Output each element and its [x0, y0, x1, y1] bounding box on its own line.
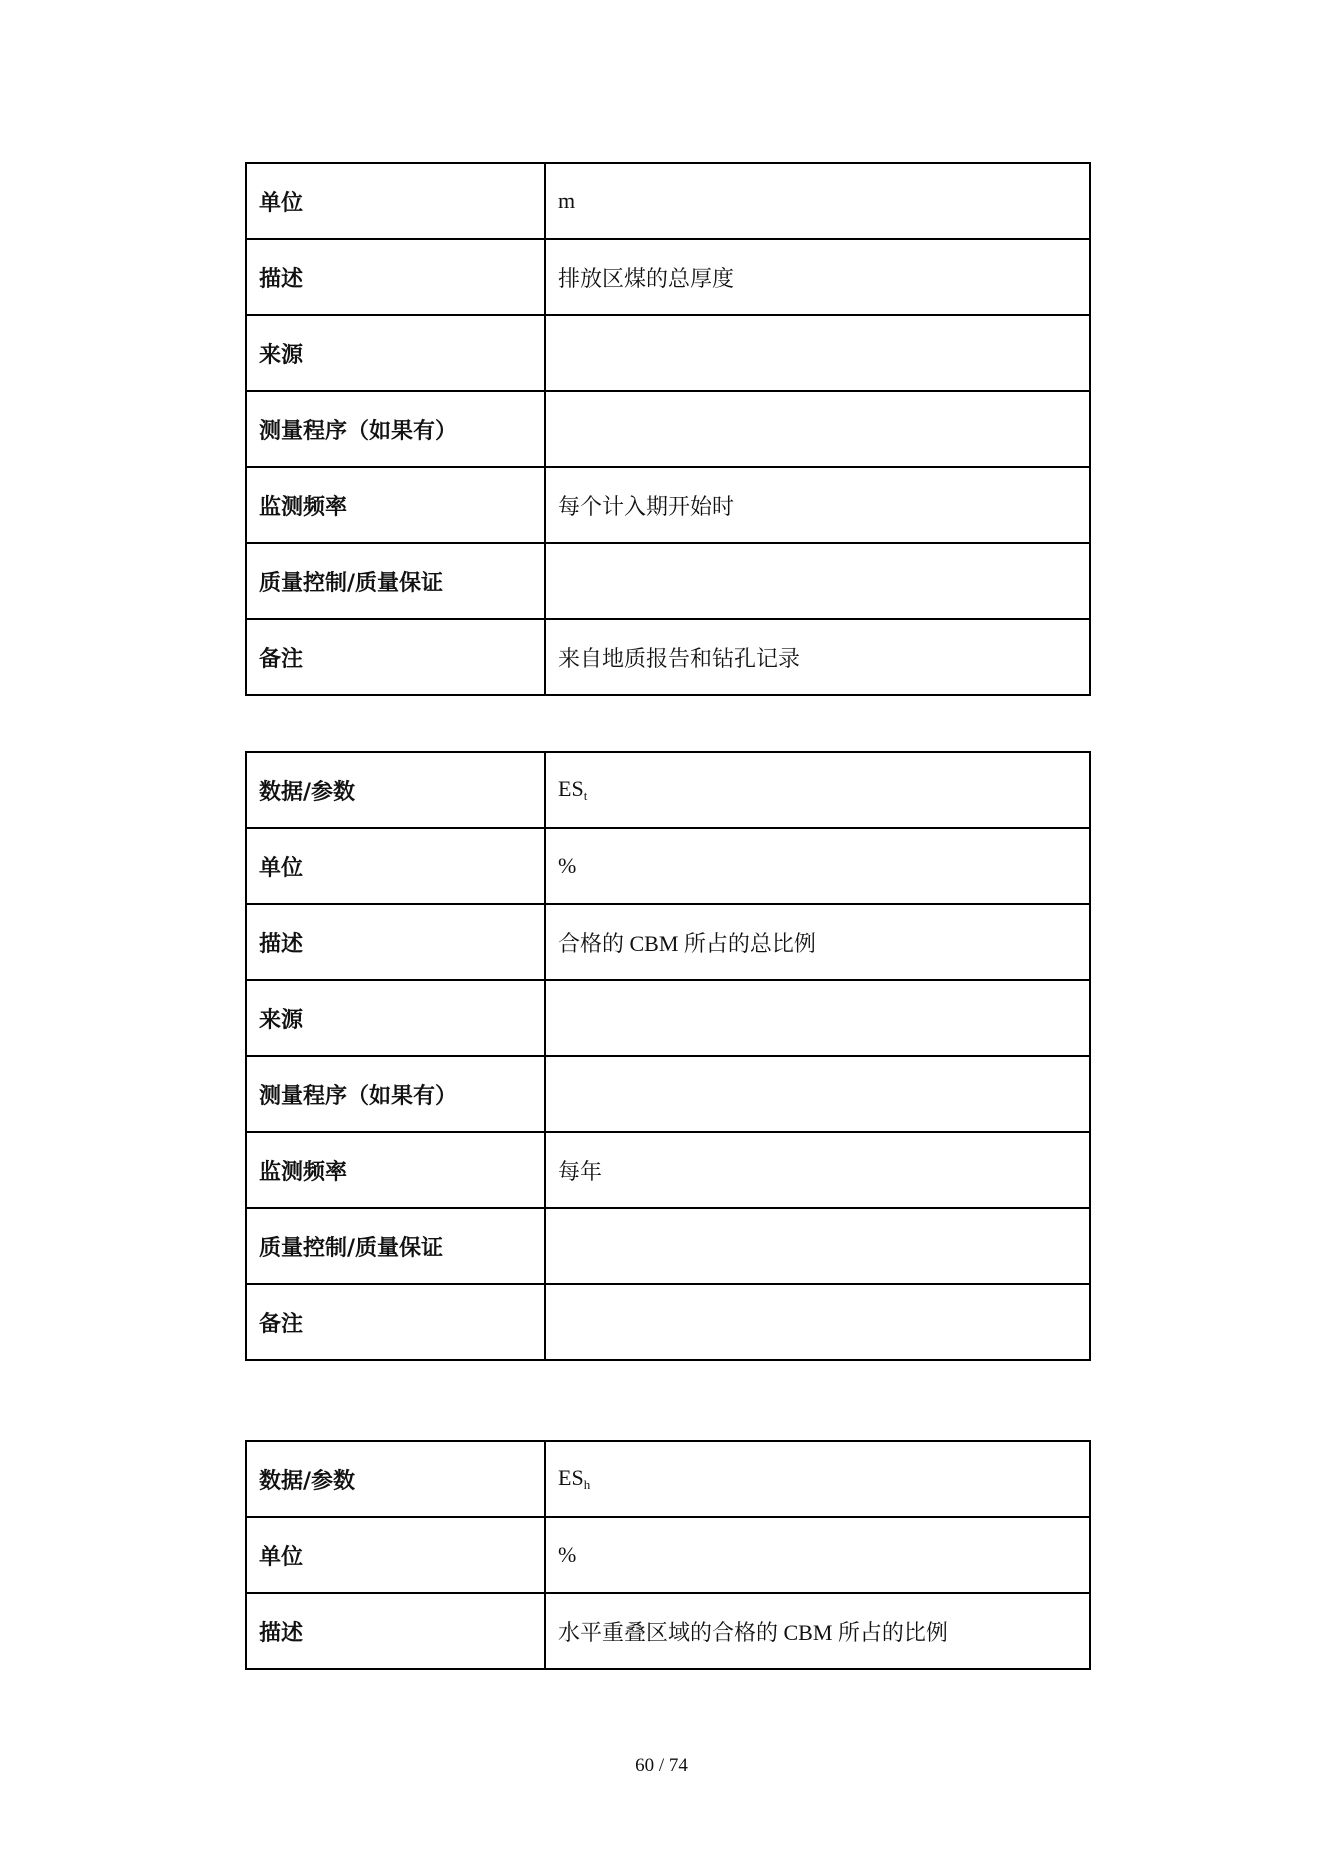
row-value [545, 752, 1090, 828]
row-label: 单位 [246, 828, 545, 904]
parameter-subscript: h [583, 1477, 591, 1492]
table-row [246, 315, 1090, 391]
row-value: 每年 [545, 1132, 1090, 1208]
row-label: 数据/参数 [246, 752, 545, 828]
table-row [246, 543, 1090, 619]
row-value [545, 391, 1090, 467]
row-value: 来自地质报告和钻孔记录 [545, 619, 1090, 695]
table-row [246, 1517, 1090, 1593]
table-row [246, 828, 1090, 904]
row-value: 水平重叠区域的合格的 CBM 所占的比例 [545, 1593, 1090, 1669]
parameter-subscript: t [583, 788, 588, 803]
row-value: % [545, 1517, 1090, 1593]
parameter-table-1 [245, 162, 1091, 696]
row-label: 描述 [246, 239, 545, 315]
table-row [246, 752, 1090, 828]
row-label: 单位 [246, 163, 545, 239]
row-label: 描述 [246, 1593, 545, 1669]
row-label: 质量控制/质量保证 [246, 543, 545, 619]
row-value: % [545, 828, 1090, 904]
row-label: 监测频率 [246, 467, 545, 543]
table-row [246, 163, 1090, 239]
row-label: 测量程序（如果有） [246, 1056, 545, 1132]
table-row [246, 1056, 1090, 1132]
row-value: 每个计入期开始时 [545, 467, 1090, 543]
table-row [246, 1208, 1090, 1284]
parameter-table-3 [245, 1440, 1091, 1670]
table-row [246, 391, 1090, 467]
row-value [545, 315, 1090, 391]
row-label: 备注 [246, 619, 545, 695]
row-label: 测量程序（如果有） [246, 391, 545, 467]
table-row [246, 239, 1090, 315]
parameter-table-2 [245, 751, 1091, 1361]
row-value [545, 543, 1090, 619]
row-label: 监测频率 [246, 1132, 545, 1208]
row-value [545, 1208, 1090, 1284]
page-number: 60 / 74 [635, 1755, 688, 1776]
row-value [545, 1284, 1090, 1360]
row-value: 排放区煤的总厚度 [545, 239, 1090, 315]
table-row [246, 904, 1090, 980]
row-value [545, 1441, 1090, 1517]
row-label: 数据/参数 [246, 1441, 545, 1517]
table-row [246, 1284, 1090, 1360]
row-label: 描述 [246, 904, 545, 980]
row-label: 来源 [246, 980, 545, 1056]
row-value: 合格的 CBM 所占的总比例 [545, 904, 1090, 980]
parameter-symbol: ES [558, 1465, 584, 1490]
row-value [545, 1056, 1090, 1132]
table-row [246, 1132, 1090, 1208]
table-row [246, 1593, 1090, 1669]
row-label: 质量控制/质量保证 [246, 1208, 545, 1284]
row-label: 单位 [246, 1517, 545, 1593]
table-row [246, 619, 1090, 695]
row-label: 来源 [246, 315, 545, 391]
table-row [246, 980, 1090, 1056]
parameter-symbol: ES [558, 776, 584, 801]
table-row [246, 467, 1090, 543]
row-value [545, 980, 1090, 1056]
row-value: m [545, 163, 1090, 239]
row-label: 备注 [246, 1284, 545, 1360]
table-row [246, 1441, 1090, 1517]
